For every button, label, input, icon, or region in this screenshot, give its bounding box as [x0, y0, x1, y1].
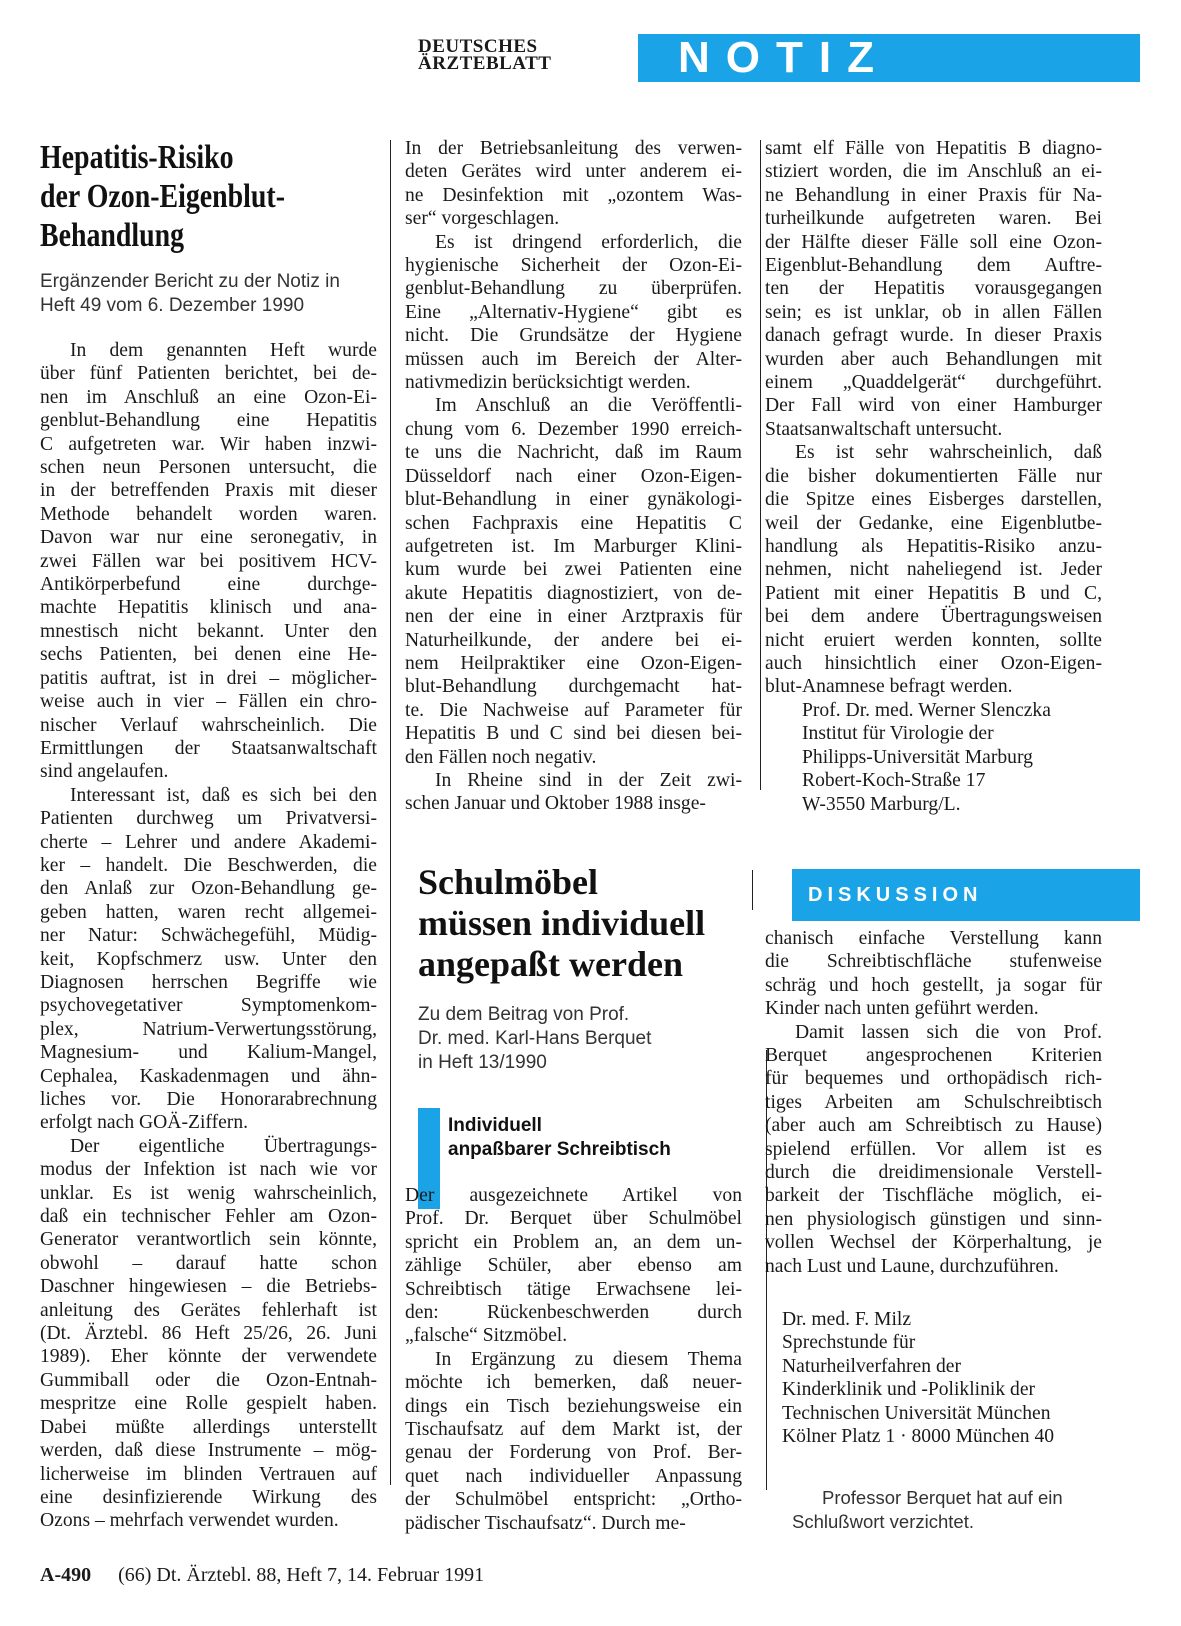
text-line: werden, daß diese Instrumente – mög-	[40, 1440, 377, 1462]
text-line: auch hinsichtlich einer Ozon-Eigen-	[765, 652, 1102, 674]
text-line: bei dem andere Übertragungsweisen	[765, 606, 1102, 628]
article2-subhead	[448, 1114, 768, 1162]
article1-headline	[40, 138, 311, 255]
text-line: nen der eine in einer Arztpraxis für	[405, 606, 742, 628]
text-line: Prof. Dr. Berquet über Schulmöbel	[405, 1208, 742, 1230]
article1-subtitle	[40, 270, 400, 318]
masthead-line2: ÄRZTEBLATT	[418, 53, 552, 74]
text-line: möchte ich bemerken, daß neuer-	[405, 1372, 742, 1394]
text-line: ne Behandlung in einer Praxis für Na-	[765, 184, 1102, 206]
text-line: (Dt. Ärztebl. 86 Heft 25/26, 26. Juni	[40, 1323, 377, 1345]
text-line: Im Anschluß an die Veröffentli-	[435, 395, 742, 417]
text-line: Eigenblut-Behandlung dem Auftre-	[765, 255, 1102, 277]
signature-line: Naturheilverfahren der	[782, 1355, 961, 1377]
text-line: liches vor. Die Honorarabrechnung	[40, 1089, 377, 1110]
text-line: der Schulmöbel entspricht: „Ortho-	[405, 1489, 742, 1511]
text-line: licherweise im blinden Vertrauen auf	[40, 1463, 377, 1485]
text-line: vollen Wechsel der Körperhaltung, je	[765, 1232, 1102, 1254]
text-line: unklar. Es ist wenig wahrscheinlich,	[40, 1182, 377, 1204]
text-line: genau der Forderung von Prof. Ber-	[405, 1442, 742, 1464]
headline-line: angepaßt werden	[418, 944, 684, 984]
text-line: aufgetreten ist. Im Marburger Klini-	[405, 535, 742, 557]
text-line: Düsseldorf nach einer Ozon-Eigen-	[405, 465, 742, 487]
article1-column2	[405, 137, 742, 816]
text-line: Dabei müßte allerdings unterstellt	[40, 1416, 377, 1438]
headline-line: Schulmöbel	[418, 862, 599, 902]
text-line: Antikörperbefund eine durchge-	[40, 574, 377, 596]
text-line: geben hatten, waren recht allgemei-	[40, 901, 377, 923]
text-line: C aufgetreten war. Wir haben inzwi-	[40, 433, 377, 455]
text-line: nischer Verlauf wahrscheinlich. Die	[40, 714, 377, 736]
signature-line: W-3550 Marburg/L.	[802, 793, 961, 815]
text-line: für bequemes und orthopädisch rich-	[765, 1068, 1102, 1090]
signature-line: Robert-Koch-Straße 17	[802, 770, 986, 792]
text-line: Es ist dringend erforderlich, die	[435, 231, 742, 253]
text-line: obwohl – darauf hatte schon	[40, 1252, 377, 1274]
text-line: In dem genannten Heft wurde	[70, 340, 377, 361]
text-line: wurden aber auch Behandlungen mit	[765, 348, 1102, 370]
signature-line: Philipps-Universität Marburg	[802, 746, 1033, 768]
text-line: In der Betriebsanleitung des verwen-	[405, 138, 742, 159]
text-line: ne Desinfektion mit „ozontem Was-	[405, 184, 742, 206]
text-line: psychovegetativer Symptomenkom-	[40, 995, 377, 1017]
text-line: Es ist sehr wahrscheinlich, daß	[795, 442, 1102, 464]
text-line: genblut-Behandlung zu überprüfen.	[405, 278, 742, 300]
text-line: Der ausgezeichnete Artikel von	[405, 1185, 742, 1206]
text-line: quet nach individueller Anpassung	[405, 1465, 742, 1487]
text-line: te. Die Nachweise auf Parameter für	[405, 699, 742, 721]
text-line: anleitung des Gerätes fehlerhaft ist	[40, 1299, 377, 1321]
subtitle-line: Heft 49 vom 6. Dezember 1990	[40, 295, 305, 316]
text-line: Generator verantwortlich sein könnte,	[40, 1229, 377, 1251]
headline-line: der Ozon-Eigenblut-	[40, 178, 286, 215]
text-line: chanisch einfache Verstellung kann	[765, 928, 1102, 949]
text-line: mespritze eine Rolle gespielt haben.	[40, 1393, 377, 1415]
text-line: der Hälfte dieser Fälle soll eine Ozon-	[765, 231, 1102, 253]
masthead-line1: DEUTSCHES	[418, 36, 538, 57]
closing-line: Schlußwort verzichtet.	[792, 1511, 974, 1532]
text-line: machte Hepatitis klinisch und ana-	[40, 597, 377, 619]
headline-line: Hepatitis-Risiko	[40, 139, 234, 176]
text-line: samt elf Fälle von Hepatitis B diagno-	[765, 138, 1102, 159]
text-line: weil der Gedanke, eine Eigenblutbe-	[765, 512, 1102, 534]
text-line: die Schreibtischfläche stufenweise	[765, 951, 1102, 973]
article2-subtitle	[418, 1003, 748, 1075]
text-line: te uns die Nachricht, daß im Raum	[405, 442, 742, 464]
text-line: über fünf Patienten berichtet, bei de-	[40, 363, 377, 385]
text-line: Cephalea, Kaskadenmagen und ähn-	[40, 1065, 377, 1087]
discussion-label: DISKUSSION	[808, 884, 983, 906]
text-line: zählige Schüler, aber ebenso am	[405, 1255, 742, 1277]
closing-line: Professor Berquet hat auf ein	[822, 1487, 1063, 1508]
text-line: kum wurde bei zwei Patienten eine	[405, 559, 742, 581]
subhead-line: anpaßbarer Schreibtisch	[448, 1139, 671, 1160]
text-line: patitis auftrat, ist in drei – möglicher-	[40, 667, 377, 689]
text-line: nen physiologisch günstigen und sinn-	[765, 1208, 1102, 1230]
text-line: Magnesium- und Kalium-Mangel,	[40, 1042, 377, 1064]
text-line: handlung als Hepatitis-Risiko anzu-	[765, 535, 1102, 557]
text-line: deten Gerätes wird unter anderem ei-	[405, 161, 742, 183]
text-line: schen Fachpraxis eine Hepatitis C	[405, 512, 742, 534]
text-line: Gummiball oder die Ozon-Entnah-	[40, 1369, 377, 1391]
text-line: ten der Hepatitis vorausgegangen	[765, 278, 1102, 300]
text-line: sechs Patienten, bei denen eine He-	[40, 644, 377, 666]
text-line: pädischer Tischaufsatz“. Durch me-	[405, 1512, 686, 1534]
text-line: Interessant ist, daß es sich bei den	[70, 784, 377, 806]
masthead	[418, 38, 608, 72]
text-line: Ermittlungen der Staatsanwaltschaft	[40, 737, 377, 759]
text-line: Berquet angesprochenen Kriterien	[765, 1045, 1102, 1067]
article2-column2	[405, 1184, 742, 1535]
text-line: ser“ vorgeschlagen.	[405, 208, 560, 230]
article2-column3	[765, 927, 1102, 1278]
text-line: akute Hepatitis diagnostiziert, von de-	[405, 582, 742, 604]
text-line: Diagnosen herrschen Begriffe wie	[40, 971, 377, 993]
text-line: ker – handelt. Die Beschwerden, die	[40, 854, 377, 876]
text-line: den Fällen noch negativ.	[405, 746, 597, 768]
text-line: Ozons – mehrfach verwendet wurden.	[40, 1510, 339, 1532]
text-line: stiziert worden, die im Anschluß an ei-	[765, 161, 1102, 183]
text-line: In Ergänzung zu diesem Thema	[435, 1348, 742, 1370]
article1-column3	[765, 137, 1102, 699]
text-line: Methode behandelt worden waren.	[40, 503, 377, 525]
text-line: durch die dreidimensionale Verstell-	[765, 1162, 1102, 1184]
text-line: müssen auch im Bereich der Alter-	[405, 348, 742, 370]
text-line: Davon war nur eine seronegativ, in	[40, 527, 377, 549]
column-divider	[760, 140, 761, 790]
text-line: blut-Behandlung durchgemacht hat-	[405, 676, 742, 698]
signature-line: Kölner Platz 1 · 8000 München 40	[782, 1426, 1055, 1448]
text-line: sind angelaufen.	[40, 761, 169, 783]
text-line: genblut-Behandlung eine Hepatitis	[40, 410, 377, 432]
citation: (66) Dt. Ärztebl. 88, Heft 7, 14. Februar 1991	[118, 1564, 485, 1586]
text-line: zwei Fällen war bei positivem HCV-	[40, 550, 377, 572]
text-line: modus der Infektion ist nach wie vor	[40, 1159, 377, 1181]
text-line: mnestisch nicht bekannt. Unter den	[40, 620, 377, 642]
text-line: schen neun Personen untersucht, die	[40, 457, 377, 479]
text-line: erfolgt nach GOÄ-Ziffern.	[40, 1112, 249, 1134]
text-line: plex, Natrium-Verwertungsstörung,	[40, 1018, 377, 1040]
text-line: Damit lassen sich die von Prof.	[795, 1021, 1102, 1043]
text-line: schräg und hoch gestellt, ja sogar für	[765, 974, 1102, 996]
article1-signature	[802, 699, 1051, 816]
text-line: Naturheilkunde, der andere bei ei-	[405, 629, 742, 651]
signature-line: Kinderklinik und -Poliklinik der	[782, 1379, 1036, 1401]
subtitle-line: Ergänzender Bericht zu der Notiz in	[40, 271, 340, 292]
text-line: hygienische Sicherheit der Ozon-Ei-	[405, 255, 742, 277]
text-line: sein; es ist unklar, ob in allen Fällen	[765, 301, 1102, 323]
text-line: Eine „Alternativ-Hygiene“ gibt es	[405, 301, 742, 323]
subhead-line: Individuell	[448, 1115, 542, 1136]
text-line: danach gefragt wurde. In dieser Praxis	[765, 325, 1102, 347]
text-line: spielend erfüllen. Vor allem ist es	[765, 1138, 1102, 1160]
text-line: „falsche“ Sitzmöbel.	[405, 1325, 568, 1347]
text-line: 1989). Eher könnte der verwendete	[40, 1346, 377, 1368]
text-line: Schreibtisch tätige Erwachsene lei-	[405, 1278, 742, 1300]
text-line: blut-Anamnese befragt werden.	[765, 676, 1013, 698]
text-line: den Anlaß zur Ozon-Behandlung ge-	[40, 878, 377, 900]
text-line: die Spitze eines Eisberges darstellen,	[765, 489, 1102, 511]
text-line: in der betreffenden Praxis mit dieser	[40, 480, 377, 502]
section-label: NOTIZ	[678, 33, 890, 82]
page-footer	[40, 1564, 484, 1587]
article2-closing-note	[792, 1486, 1142, 1534]
text-line: nehmen, nicht naheliegend ist. Jeder	[765, 559, 1102, 581]
text-line: turheilkunde aufgetreten waren. Bei	[765, 208, 1102, 230]
text-line: (aber auch am Schreibtisch zu Hause)	[765, 1115, 1102, 1137]
text-line: nicht eruiert werden konnten, sollte	[765, 629, 1102, 651]
text-line: daß ein technischer Fehler am Ozon-	[40, 1206, 377, 1228]
text-line: Hepatitis B und C sind bei diesen bei-	[405, 723, 742, 745]
article2-signature	[782, 1308, 1054, 1448]
headline-line: müssen individuell	[418, 903, 706, 943]
text-line: Daschner hingewiesen – die Betriebs-	[40, 1276, 377, 1298]
article1-column1	[40, 339, 377, 1533]
subtitle-line: Zu dem Beitrag von Prof.	[418, 1004, 630, 1025]
text-line: Tischaufsatz auf dem Markt ist, der	[405, 1419, 742, 1441]
article2-headline	[418, 862, 748, 985]
text-line: Patienten durchweg um Privatversi-	[40, 808, 377, 830]
signature-line: Dr. med. F. Milz	[782, 1309, 912, 1330]
subtitle-line: Dr. med. Karl-Hans Berquet	[418, 1028, 652, 1049]
text-line: Der Fall wird von einer Hamburger	[765, 395, 1102, 417]
text-line: ner Natur: Schwächegefühl, Müdig-	[40, 925, 377, 947]
text-line: Kinder nach unten geführt werden.	[765, 998, 1039, 1020]
text-line: keit, Kopfschmerz usw. Unter den	[40, 948, 377, 970]
text-line: die bisher dokumentierten Fälle nur	[765, 465, 1102, 487]
text-line: den: Rückenbeschwerden durch	[405, 1302, 742, 1324]
text-line: nach Lust und Laune, durchzuführen.	[765, 1255, 1059, 1277]
text-line: tiges Arbeiten am Schulschreibtisch	[765, 1091, 1102, 1113]
page-number: A-490	[40, 1564, 92, 1586]
text-line: schen Januar und Oktober 1988 insge-	[405, 793, 706, 815]
text-line: nativmedizin berücksichtigt werden.	[405, 372, 691, 394]
signature-line: Institut für Virologie der	[802, 723, 994, 745]
text-line: cherte – Lehrer und andere Akademi-	[40, 831, 377, 853]
text-line: einem „Quaddelgerät“ durchgeführt.	[765, 372, 1102, 394]
text-line: Der eigentliche Übertragungs-	[70, 1135, 377, 1157]
signature-line: Prof. Dr. med. Werner Slenczka	[802, 700, 1051, 721]
text-line: nicht. Die Grundsätze der Hygiene	[405, 325, 742, 347]
text-line: eine desinfizierende Wirkung des	[40, 1486, 377, 1508]
text-line: spricht ein Problem an, an dem un-	[405, 1231, 742, 1253]
signature-line: Technischen Universität München	[782, 1402, 1051, 1424]
text-line: nen im Anschluß an eine Ozon-Ei-	[40, 386, 377, 408]
column-divider	[752, 870, 753, 910]
subtitle-line: in Heft 13/1990	[418, 1052, 547, 1073]
signature-line: Sprechstunde für	[782, 1332, 916, 1354]
text-line: barkeit der Tischfläche möglich, ei-	[765, 1185, 1102, 1207]
text-line: Staatsanwaltschaft untersucht.	[765, 418, 1003, 440]
text-line: Patient mit einer Hepatitis B und C,	[765, 582, 1102, 604]
headline-line: Behandlung	[40, 217, 185, 254]
text-line: nem Heilpraktiker eine Ozon-Eigen-	[405, 652, 742, 674]
text-line: blut-Behandlung in einer gynäkologi-	[405, 489, 742, 511]
text-line: dings ein Tisch beziehungsweise ein	[405, 1395, 742, 1417]
text-line: weise auch in vier – Fällen ein chro-	[40, 691, 377, 713]
column-divider	[390, 140, 391, 1485]
text-line: In Rheine sind in der Zeit zwi-	[435, 769, 742, 791]
text-line: chung vom 6. Dezember 1990 erreich-	[405, 418, 742, 440]
